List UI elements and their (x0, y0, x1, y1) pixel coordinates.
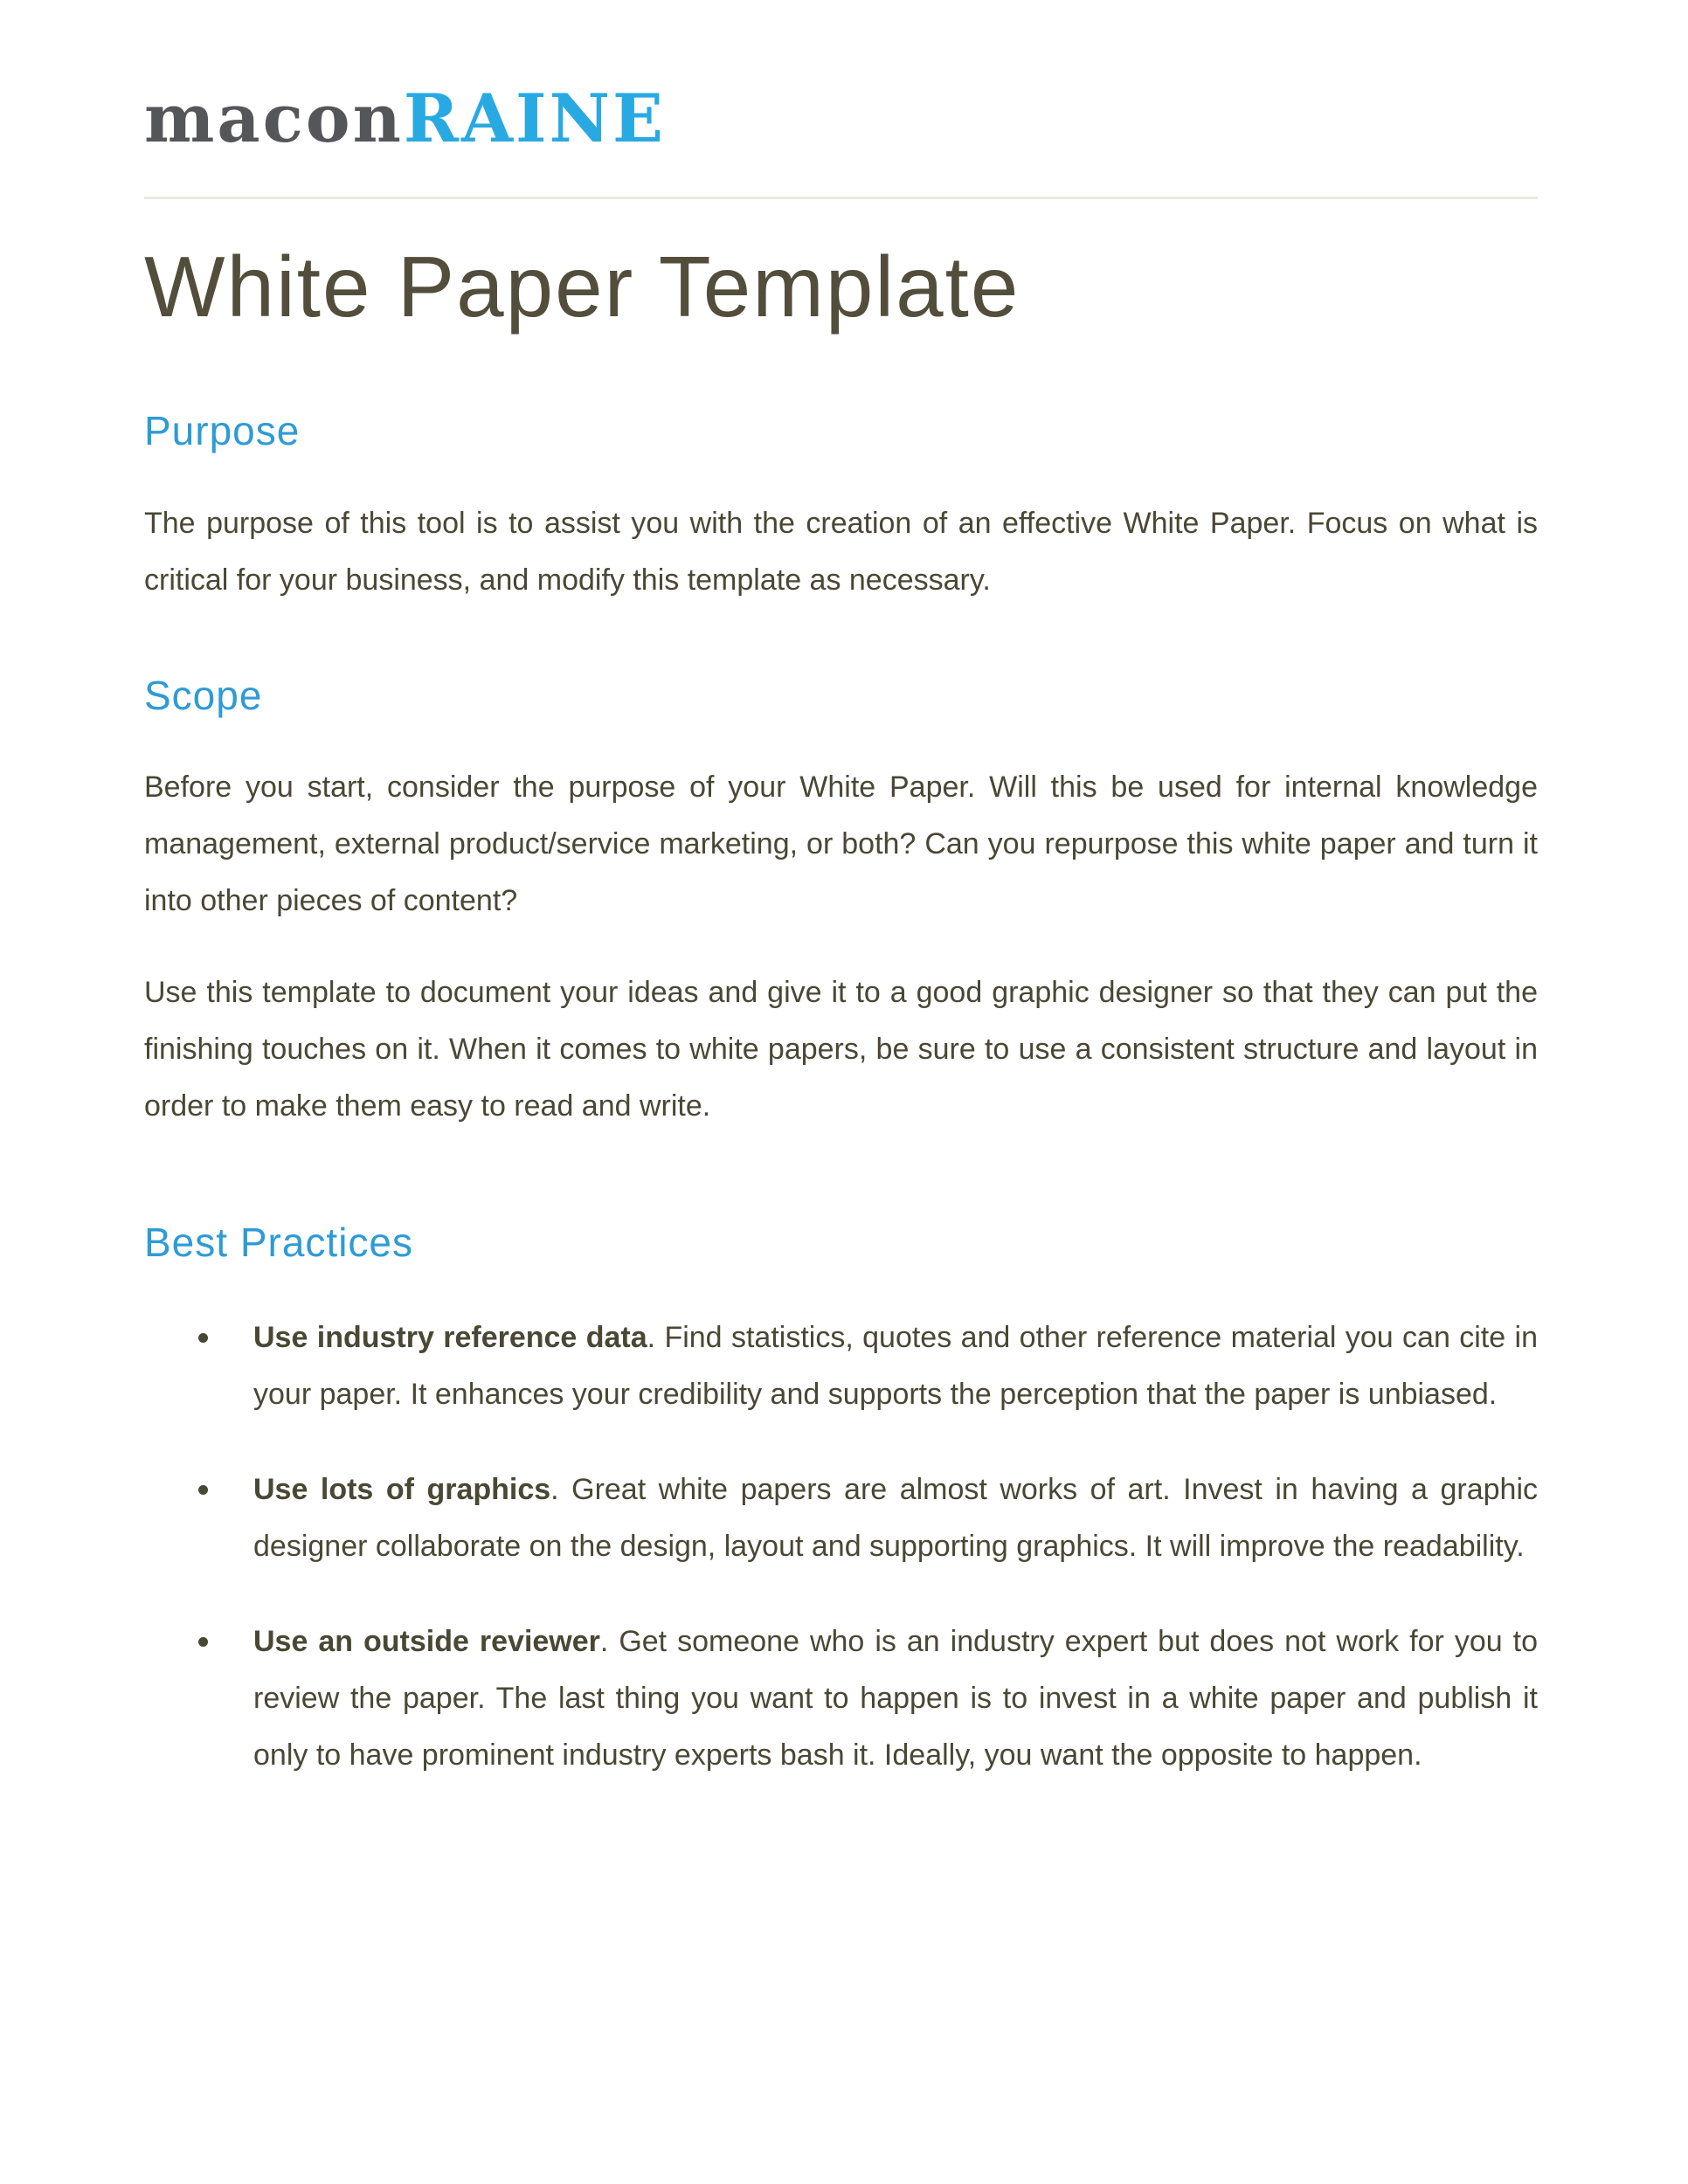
purpose-paragraph: The purpose of this tool is to assist you with the creation of an effective White Paper. Focus on what is critical for your business, and modify this template as necessary. (144, 507, 1538, 597)
bullet-body-text: . Great white papers are almost works of art. Invest in having a graphic designer collaborate on the design, layout and supporting graphics. It will improve the readability. (253, 1473, 1538, 1563)
bullet-lead-text: Use lots of graphics (253, 1473, 551, 1506)
bullet-body-text: . Get someone who is an industry expert but does not work for you to review the paper. The last thing you want to happen is to invest in a white paper and publish it only to have prominent industry experts bash it. Ideally, you want the opposite to happen. (253, 1625, 1538, 1772)
list-item (144, 1310, 1538, 1423)
bullet-body-text: . Find statistics, quotes and other reference material you can cite in your paper. It enhances your credibility and supports the perception that the paper is unbiased. (253, 1321, 1538, 1411)
page-title: White Paper Template (144, 238, 1020, 335)
list-item (144, 1462, 1538, 1575)
best-practices-list (144, 1310, 1538, 1784)
list-item (144, 1614, 1538, 1784)
logo-text-raine: RAINE (403, 79, 666, 157)
logo-text-macon: macon (144, 79, 404, 157)
maconraine-logo (144, 0, 1538, 157)
header-divider (144, 197, 1538, 199)
section-heading-purpose: Purpose (144, 408, 301, 453)
section-heading-scope: Scope (144, 673, 263, 718)
scope-paragraph-2: Use this template to document your ideas and give it to a good graphic designer so that they can put the finishing touches on it. When it comes to white papers, be sure to use a consistent structure and layout in order to make them easy to read and write. (144, 976, 1538, 1123)
bullet-lead-text: Use industry reference data (253, 1321, 647, 1354)
section-heading-best-practices: Best Practices (144, 1220, 413, 1265)
scope-paragraph-1: Before you start, consider the purpose of your White Paper. Will this be used for internal knowledge management, external product/service marketing, or both? Can you repurpose this white paper and turn it into other pieces of content? (144, 771, 1538, 917)
bullet-lead-text: Use an outside reviewer (253, 1625, 600, 1658)
